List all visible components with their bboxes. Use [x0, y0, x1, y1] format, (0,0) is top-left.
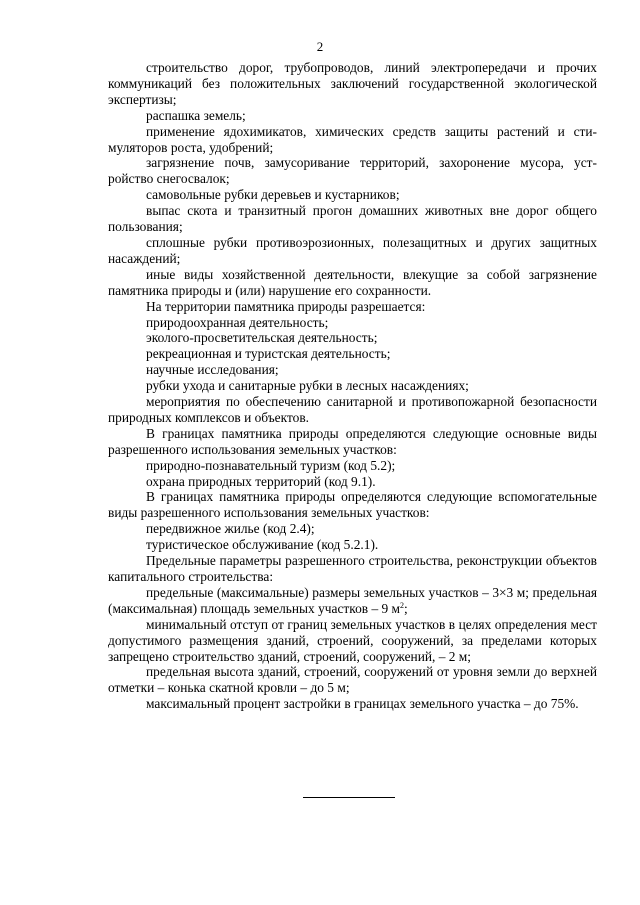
area-limits-suffix: ;	[404, 600, 408, 616]
paragraph: Предельные параметры разрешенного строительства, реконструкции объектов капитального строительства:	[108, 553, 597, 584]
paragraph: сплошные рубки противоэрозионных, полезащитных и других защитных насаждений;	[108, 234, 597, 266]
paragraph: самовольные рубки деревьев и кустарников;	[146, 187, 400, 203]
area-limits-text: предельные (максимальные) размеры земельных участков – 3×3 м; предельная (максимальная) площадь земельных участков – 9 м	[108, 584, 597, 616]
paragraph: В границах памятника природы определяются следующие основные виды разрешенного использования земельных участков:	[108, 425, 597, 457]
paragraph: рекреационная и туристская деятельность;	[146, 346, 391, 362]
paragraph: научные исследования;	[146, 362, 279, 378]
document-body	[108, 60, 597, 712]
area-unit-exponent: 2	[400, 600, 405, 610]
page-number: 2	[316, 39, 324, 54]
paragraph: предельная высота зданий, строений, сооружений от уровня земли до верхней отметки – конька скатной кровли – до 5 м;	[108, 664, 597, 696]
paragraph: мероприятия по обеспечению санитарной и противопожарной безопасности природных комплексов и объектов.	[108, 394, 597, 425]
paragraph: выпас скота и транзитный прогон домашних животных вне дорог общего пользования;	[108, 203, 597, 235]
paragraph-area-limits	[108, 585, 597, 617]
end-of-document-rule	[303, 797, 395, 798]
paragraph: применение ядохимикатов, химических средств защиты растений и стимуляторов роста, удобрений;	[108, 123, 597, 155]
paragraph: природно-познавательный туризм (код 5.2);	[146, 457, 396, 473]
paragraph: загрязнение почв, замусоривание территорий, захоронение мусора, устройство снегосвалок;	[108, 155, 597, 187]
paragraph: распашка земель;	[146, 107, 246, 123]
paragraph: природоохранная деятельность;	[146, 314, 329, 330]
paragraph: передвижное жилье (код 2.4);	[146, 521, 315, 537]
paragraph: рубки ухода и санитарные рубки в лесных насаждениях;	[146, 378, 469, 394]
paragraph: В границах памятника природы определяются следующие вспомогательные виды разрешенного использования земельных участков:	[108, 489, 597, 521]
paragraph: охрана природных территорий (код 9.1).	[146, 473, 376, 489]
paragraph: эколого-просветительская деятельность;	[146, 330, 378, 346]
paragraph: туристическое обслуживание (код 5.2.1).	[146, 537, 379, 553]
paragraph: строительство дорог, трубопроводов, линий электропередачи и прочих коммуникаций без положительных заключений государственной экологической экспертизы;	[108, 60, 597, 107]
paragraph: На территории памятника природы разрешается:	[146, 298, 426, 314]
paragraph: максимальный процент застройки в границах земельного участка – до 75%.	[146, 696, 579, 712]
paragraph: минимальный отступ от границ земельных участков в целях определения мест допустимого размещения зданий, строений, сооружений, за пределами которых запрещено строительство зданий, строений, сооружений, – 2 м;	[108, 616, 597, 664]
paragraph: иные виды хозяйственной деятельности, влекущие за собой загрязнение памятника природы и (или) нарушение его сохранности.	[108, 266, 597, 298]
